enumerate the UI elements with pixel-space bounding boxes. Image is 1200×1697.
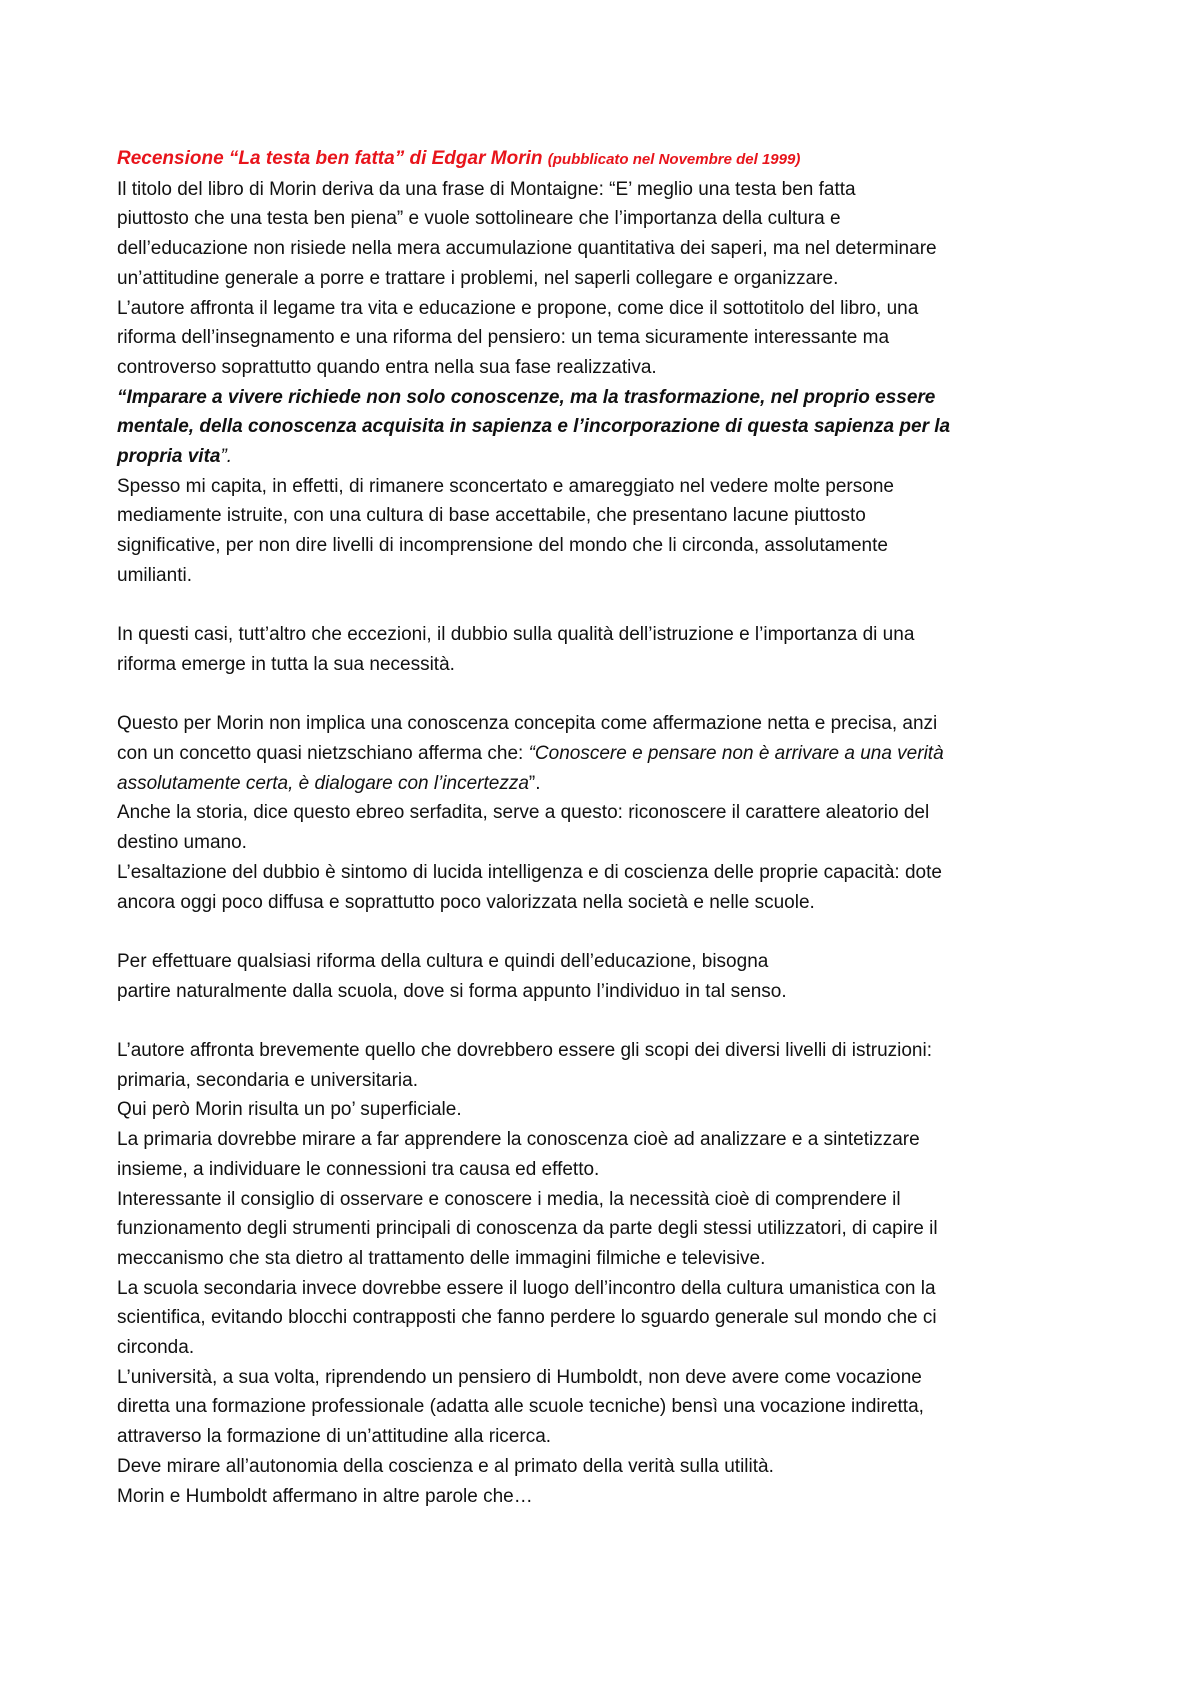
- text-line: significative, per non dire livelli di incomprensione del mondo che li circonda, assolutamente: [117, 535, 888, 557]
- text-line: ancora oggi poco diffusa e soprattutto poco valorizzata nella società e nelle scuole.: [117, 891, 815, 913]
- paragraph-gap: [117, 917, 1140, 947]
- text-line: In questi casi, tutt’altro che eccezioni, il dubbio sulla qualità dell’istruzione e l’importanza di una: [117, 624, 915, 646]
- text-line: meccanismo che sta dietro al trattamento delle immagini filmiche e televisive.: [117, 1247, 766, 1269]
- quote-line-end: [117, 442, 1140, 472]
- text-line: L’esaltazione del dubbio è sintomo di lucida intelligenza e di coscienza delle proprie capacità: dote: [117, 861, 942, 883]
- text-line: insieme, a individuare le connessioni tra causa ed effetto.: [117, 1158, 600, 1180]
- paragraph-gap: [117, 1006, 1140, 1036]
- text-line: Morin e Humboldt affermano in altre parole che…: [117, 1485, 533, 1507]
- quote-text: assolutamente certa, è dialogare con l’incertezza: [117, 772, 529, 794]
- text-line: un’attitudine generale a porre e trattare i problemi, nel saperli collegare e organizzare.: [117, 267, 839, 289]
- quote-text: propria vita: [117, 446, 221, 468]
- text-line: funzionamento degli strumenti principali di conoscenza da parte degli stessi utilizzatori, di capire il: [117, 1218, 938, 1240]
- quote-text: “Conoscere e pensare non è arrivare a una verità: [528, 743, 944, 765]
- text-line: umilianti.: [117, 564, 192, 586]
- text-line: L’università, a sua volta, riprendendo un pensiero di Humboldt, non deve avere come vocazione: [117, 1366, 922, 1388]
- text-line: diretta una formazione professionale (adatta alle scuole tecniche) bensì una vocazione indiretta,: [117, 1396, 924, 1418]
- paragraph-gap: [117, 591, 1140, 621]
- quote-line: “Imparare a vivere richiede non solo conoscenze, ma la trasformazione, nel proprio essere: [117, 386, 936, 408]
- text-line: riforma emerge in tutta la sua necessità.: [117, 653, 455, 675]
- text-line: Questo per Morin non implica una conoscenza concepita come affermazione netta e precisa, anzi: [117, 713, 938, 735]
- quote-line: mentale, della conoscenza acquisita in sapienza e l’incorporazione di questa sapienza per la: [117, 416, 951, 438]
- text-line: La primaria dovrebbe mirare a far apprendere la conoscenza cioè ad analizzare e a sintetizzare: [117, 1129, 920, 1151]
- text-line: partire naturalmente dalla scuola, dove si forma appunto l’individuo in tal senso.: [117, 980, 787, 1002]
- text-line: La scuola secondaria invece dovrebbe essere il luogo dell’incontro della cultura umanistica con la: [117, 1277, 936, 1299]
- text-line: Anche la storia, dice questo ebreo serfadita, serve a questo: riconoscere il carattere aleatorio del: [117, 802, 930, 824]
- text-line: destino umano.: [117, 832, 247, 854]
- text-line: scientifica, evitando blocchi contrapposti che fanno perdere lo sguardo generale sul mondo che ci: [117, 1307, 937, 1329]
- text-line: riforma dell’insegnamento e una riforma del pensiero: un tema sicuramente interessante ma: [117, 327, 890, 349]
- text-line: Interessante il consiglio di osservare e conoscere i media, la necessità cioè di comprendere il: [117, 1188, 901, 1210]
- quote-close: ”.: [220, 446, 233, 468]
- text-line: dell’educazione non risiede nella mera accumulazione quantitativa dei saperi, ma nel determinare: [117, 238, 937, 260]
- text-line: circonda.: [117, 1337, 195, 1359]
- title-subtitle: (pubblicato nel Novembre del 1999): [547, 151, 801, 168]
- text-segment: ”.: [528, 772, 541, 794]
- text-segment: con un concetto quasi nietzschiano afferma che:: [117, 743, 529, 765]
- text-line: Per effettuare qualsiasi riforma della cultura e quindi dell’educazione, bisogna: [117, 950, 769, 972]
- text-line: piuttosto che una testa ben piena” e vuole sottolineare che l’importanza della cultura e: [117, 208, 841, 230]
- text-line: [117, 769, 1140, 799]
- text-line: Qui però Morin risulta un po’ superficiale.: [117, 1099, 462, 1121]
- text-line: Deve mirare all’autonomia della coscienza e al primato della verità sulla utilità.: [117, 1455, 774, 1477]
- text-line: primaria, secondaria e universitaria.: [117, 1069, 418, 1091]
- text-line: L’autore affronta brevemente quello che dovrebbero essere gli scopi dei diversi livelli di istruzioni:: [117, 1040, 932, 1062]
- title-main: Recensione “La testa ben fatta” di Edgar Morin: [117, 148, 543, 169]
- text-line: L’autore affronta il legame tra vita e educazione e propone, come dice il sottotitolo del libro, una: [117, 297, 919, 319]
- text-line: mediamente istruite, con una cultura di base accettabile, che presentano lacune piuttosto: [117, 505, 866, 527]
- paragraph-gap: [117, 680, 1140, 710]
- text-line: attraverso la formazione di un’attitudine alla ricerca.: [117, 1426, 552, 1448]
- text-line: Spesso mi capita, in effetti, di rimanere sconcertato e amareggiato nel vedere molte persone: [117, 475, 894, 497]
- text-line: controverso soprattutto quando entra nella sua fase realizzativa.: [117, 356, 657, 378]
- document-title: [117, 144, 1140, 175]
- text-line: [117, 739, 1140, 769]
- text-line: Il titolo del libro di Morin deriva da una frase di Montaigne: “E’ meglio una testa ben fatta: [117, 178, 856, 200]
